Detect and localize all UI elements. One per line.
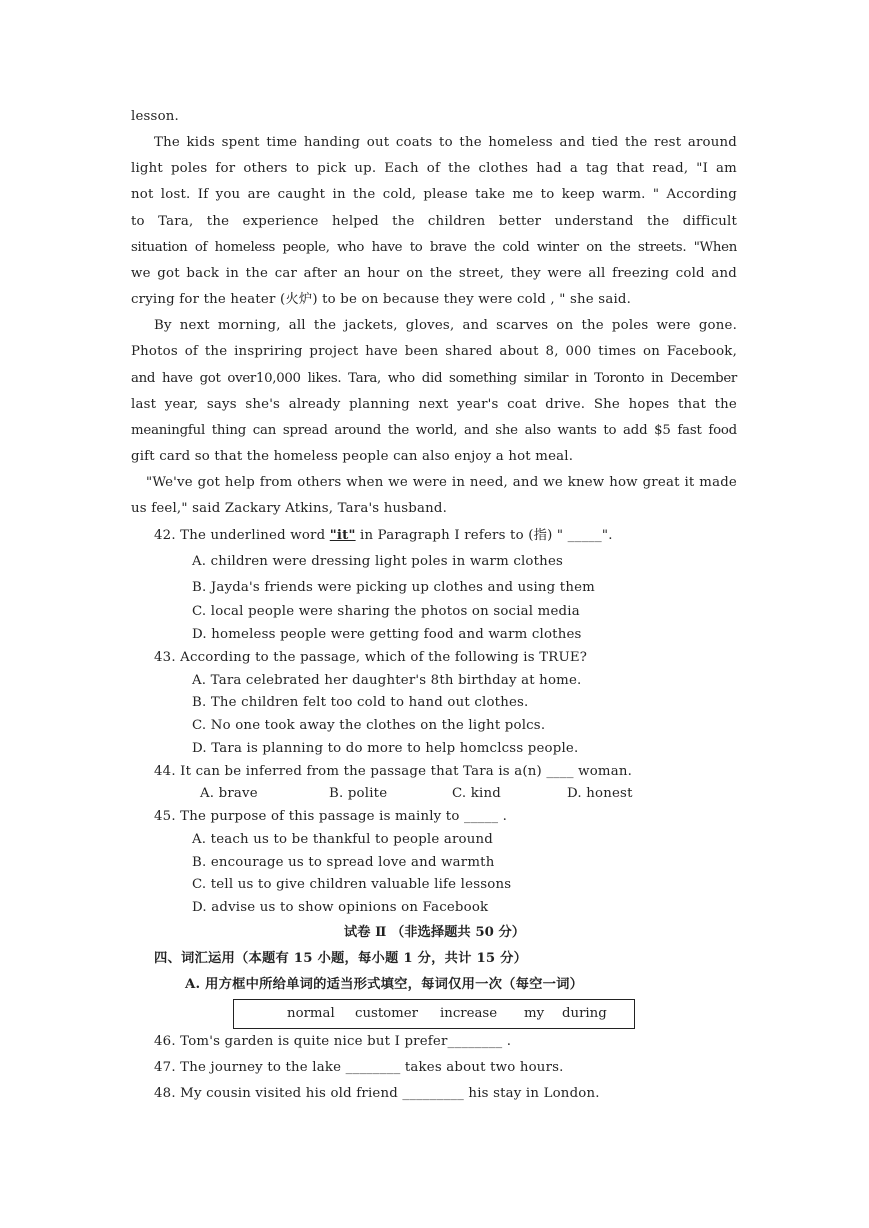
passage-line: to Tara, the experience helped the children better understand the difficult: [131, 214, 737, 229]
passage-line: By next morning, all the jackets, gloves, and scarves on the poles were gone.: [154, 318, 737, 333]
question-48: 48. My cousin visited his old friend _________ his stay in London.: [154, 1086, 600, 1101]
passage-line: light poles for others to pick up. Each of the clothes had a tag that read, "I am: [131, 161, 737, 176]
part-four-heading: 四、词汇运用（本题有 15 小题，每小题 1 分，共计 15 分）: [154, 951, 528, 966]
passage-line: The kids spent time handing out coats to the homeless and tied the rest around: [154, 135, 737, 150]
passage-line: and have got over10,000 likes. Tara, who did something similar in Toronto in December: [131, 371, 737, 386]
option-c[interactable]: C. tell us to give children valuable life lessons: [192, 877, 512, 892]
question-46: 46. Tom's garden is quite nice but I prefer________ .: [154, 1034, 512, 1049]
option-b[interactable]: B. encourage us to spread love and warmth: [192, 855, 495, 870]
option-d[interactable]: D. honest: [567, 786, 633, 801]
question-42-text: in Paragraph I refers to (指) " _____".: [355, 528, 613, 543]
passage-line: crying for the heater (火炉) to be on because they were cold , " she said.: [131, 292, 632, 307]
question-42-text: 42. The underlined word: [154, 528, 330, 543]
option-d[interactable]: D. homeless people were getting food and warm clothes: [192, 627, 582, 642]
option-a[interactable]: A. children were dressing light poles in warm clothes: [192, 554, 564, 569]
option-d[interactable]: D. advise us to show opinions on Facebook: [192, 900, 489, 915]
passage-line: situation of homeless people, who have to brave the cold winter on the streets. "When: [131, 240, 737, 255]
section-title: 试卷 Ⅱ （非选择题共 50 分）: [343, 925, 526, 940]
word-bank-item: customer: [355, 1006, 419, 1021]
option-d[interactable]: D. Tara is planning to do more to help homclcss people.: [192, 741, 579, 756]
word-bank-item: increase: [440, 1006, 498, 1021]
option-c[interactable]: C. local people were sharing the photos on social media: [192, 604, 580, 619]
passage-line: meaningful thing can spread around the world, and she also wants to add $5 fast food: [131, 423, 737, 438]
passage-line: Photos of the inspriring project have been shared about 8, 000 times on Facebook,: [131, 344, 737, 359]
option-c[interactable]: C. No one took away the clothes on the light polcs.: [192, 718, 546, 733]
word-bank-item: during: [562, 1006, 607, 1021]
passage-line: lesson.: [131, 109, 179, 124]
word-bank-box: [233, 999, 635, 1029]
option-a[interactable]: A. brave: [200, 786, 258, 801]
passage-line: us feel," said Zackary Atkins, Tara's husband.: [131, 501, 448, 516]
option-a[interactable]: A. teach us to be thankful to people around: [192, 832, 494, 847]
question-43-stem: 43. According to the passage, which of the following is TRUE?: [154, 650, 588, 665]
question-47: 47. The journey to the lake ________ takes about two hours.: [154, 1060, 564, 1075]
passage-line: last year, says she's already planning next year's coat drive. She hopes that the: [131, 397, 737, 412]
underlined-word: "it": [329, 528, 356, 543]
question-42-stem: [154, 526, 760, 546]
passage-line: "We've got help from others when we were in need, and we knew how great it made: [146, 475, 737, 490]
option-b[interactable]: B. The children felt too cold to hand out clothes.: [192, 695, 529, 710]
passage-line: not lost. If you are caught in the cold, please take me to keep warm. " According: [131, 187, 737, 202]
option-b[interactable]: B. Jayda's friends were picking up clothes and using them: [192, 580, 595, 595]
question-45-stem: 45. The purpose of this passage is mainly to _____ .: [154, 809, 508, 824]
option-c[interactable]: C. kind: [452, 786, 501, 801]
question-44-stem: 44. It can be inferred from the passage that Tara is a(n) ____ woman.: [154, 764, 633, 779]
word-bank-item: normal: [287, 1006, 335, 1021]
passage-line: gift card so that the homeless people can also enjoy a hot meal.: [131, 449, 574, 464]
passage-line: we got back in the car after an hour on the street, they were all freezing cold and: [131, 266, 737, 281]
option-b[interactable]: B. polite: [329, 786, 388, 801]
word-bank-item: my: [524, 1006, 545, 1021]
part-a-instruction: A. 用方框中所给单词的适当形式填空，每词仅用一次（每空一词）: [185, 977, 584, 992]
option-a[interactable]: A. Tara celebrated her daughter's 8th birthday at home.: [192, 673, 582, 688]
